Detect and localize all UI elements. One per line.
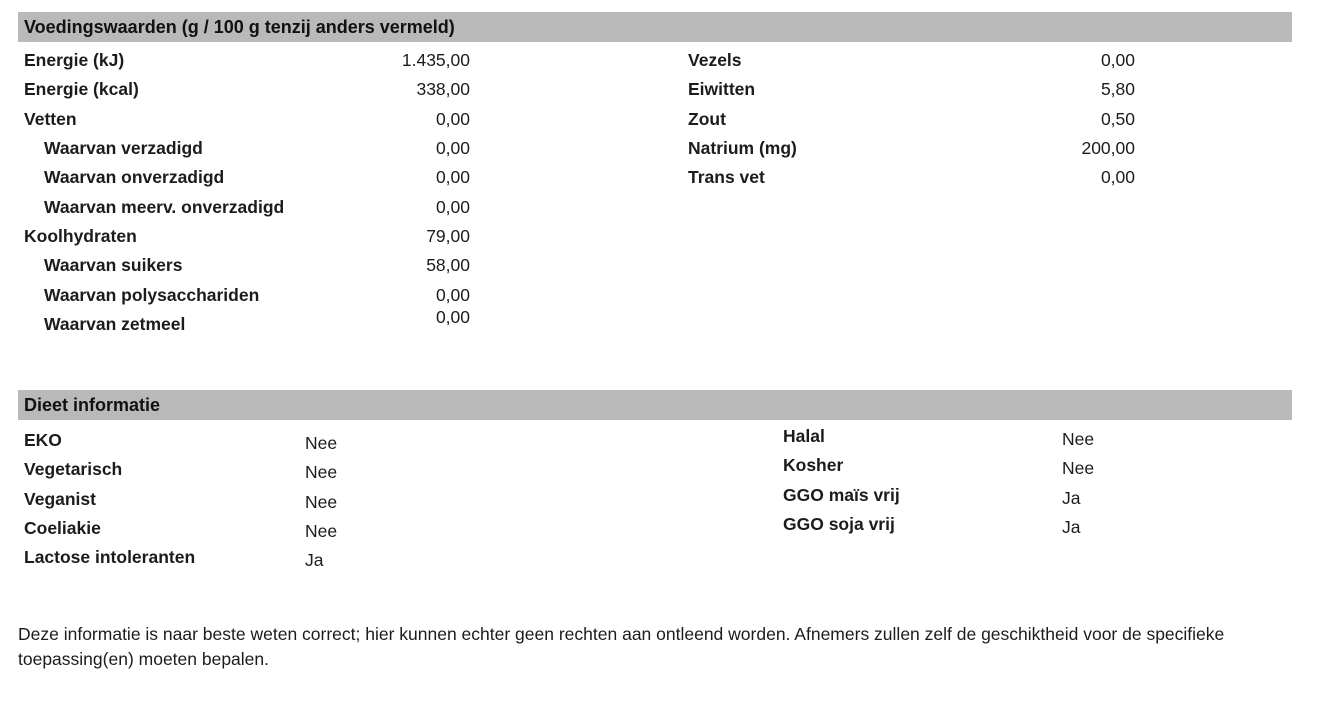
diet-value: Ja — [1062, 517, 1081, 538]
nutrition-row-koolhydraten — [24, 222, 470, 251]
nutrition-row-vetten — [24, 105, 470, 134]
diet-row-kosher — [783, 451, 1094, 480]
diet-row-veganist — [24, 485, 337, 514]
diet-label: EKO — [24, 430, 62, 451]
nutrition-value: 0,00 — [1100, 167, 1135, 188]
diet-label: Coeliakie — [24, 518, 101, 539]
nutrition-value: 0,00 — [1100, 50, 1135, 71]
diet-left-column — [24, 426, 337, 572]
diet-right-column — [783, 422, 1094, 539]
nutrition-label: Waarvan verzadigd — [44, 138, 203, 159]
nutrition-row-vezels — [688, 46, 1135, 75]
diet-label: Veganist — [24, 488, 96, 509]
diet-label: GGO maïs vrij — [783, 484, 900, 505]
diet-value: Nee — [305, 462, 338, 483]
diet-row-halal — [783, 422, 1094, 451]
nutrition-row-trans-vet — [688, 163, 1135, 192]
diet-value: Nee — [1062, 458, 1095, 479]
nutrition-value: 5,80 — [1100, 79, 1135, 100]
nutrition-label: Waarvan suikers — [44, 255, 183, 276]
nutrition-value: 0,00 — [435, 167, 470, 188]
nutrition-label: Vetten — [24, 108, 77, 129]
nutrition-label: Zout — [688, 108, 726, 129]
nutrition-value: 0,00 — [435, 138, 470, 159]
diet-row-vegetarisch — [24, 455, 337, 484]
nutrition-value: 0,50 — [1100, 108, 1135, 129]
nutrition-value: 0,00 — [435, 108, 470, 129]
diet-row-eko — [24, 426, 337, 455]
nutrition-label: Eiwitten — [688, 79, 756, 100]
nutrition-row-energie-kj — [24, 46, 470, 75]
nutrition-value: 338,00 — [416, 79, 470, 100]
diet-section-title: Dieet informatie — [24, 394, 161, 415]
nutrition-value: 58,00 — [426, 255, 470, 276]
diet-value: Ja — [1062, 487, 1081, 508]
nutrition-label: Natrium (mg) — [688, 138, 797, 159]
diet-row-lactose — [24, 543, 337, 572]
nutrition-label: Trans vet — [688, 167, 765, 188]
nutrition-label: Energie (kcal) — [24, 79, 139, 100]
nutrition-section-title: Voedingswaarden (g / 100 g tenzij anders vermeld) — [24, 16, 455, 37]
disclaimer-text: Deze informatie is naar beste weten correct; hier kunnen echter geen rechten aan ontleend worden. Afnemers zullen zelf de geschiktheid voor de specifieke toepassing(en) moeten bepalen. — [18, 623, 1225, 669]
nutrition-value: 200,00 — [1081, 138, 1135, 159]
nutrition-label: Koolhydraten — [24, 225, 137, 246]
diet-label: Kosher — [783, 455, 844, 476]
nutrition-row-eiwitten — [688, 75, 1135, 104]
nutrition-value: 0,00 — [435, 306, 470, 327]
diet-value: Nee — [305, 491, 338, 512]
nutrition-value: 0,00 — [435, 196, 470, 217]
nutrition-row-zetmeel — [24, 306, 470, 339]
nutrition-label: Vezels — [688, 50, 742, 71]
diet-label: GGO soja vrij — [783, 514, 895, 535]
nutrition-row-verzadigd — [24, 134, 470, 163]
nutrition-row-zout — [688, 105, 1135, 134]
nutrition-left-column — [24, 46, 470, 339]
nutrition-right-column — [688, 46, 1135, 192]
nutrition-row-suikers — [24, 251, 470, 280]
nutrition-label: Waarvan zetmeel — [44, 313, 186, 334]
diet-row-coeliakie — [24, 514, 337, 543]
diet-value: Nee — [1062, 429, 1095, 450]
diet-value: Ja — [305, 550, 324, 571]
diet-label: Lactose intoleranten — [24, 547, 196, 568]
nutrition-row-meerv-onverzadigd — [24, 192, 470, 221]
nutrition-row-polysacchariden — [24, 280, 470, 309]
nutrition-section-bar — [18, 12, 1292, 42]
diet-value: Nee — [305, 521, 338, 542]
diet-value: Nee — [305, 433, 338, 454]
diet-section-bar — [18, 390, 1292, 420]
nutrition-label: Waarvan polysacchariden — [44, 284, 260, 305]
diet-label: Halal — [783, 426, 825, 447]
nutrition-value: 0,00 — [435, 284, 470, 305]
nutrition-row-energie-kcal — [24, 75, 470, 104]
diet-row-ggo-soja — [783, 510, 1094, 539]
diet-label: Vegetarisch — [24, 459, 123, 480]
nutrition-label: Waarvan meerv. onverzadigd — [44, 196, 285, 217]
nutrition-label: Waarvan onverzadigd — [44, 167, 225, 188]
nutrition-label: Energie (kJ) — [24, 50, 125, 71]
diet-row-ggo-mais — [783, 481, 1094, 510]
nutrition-value: 79,00 — [426, 225, 470, 246]
nutrition-row-natrium — [688, 134, 1135, 163]
nutrition-row-onverzadigd — [24, 163, 470, 192]
nutrition-value: 1.435,00 — [401, 50, 470, 71]
